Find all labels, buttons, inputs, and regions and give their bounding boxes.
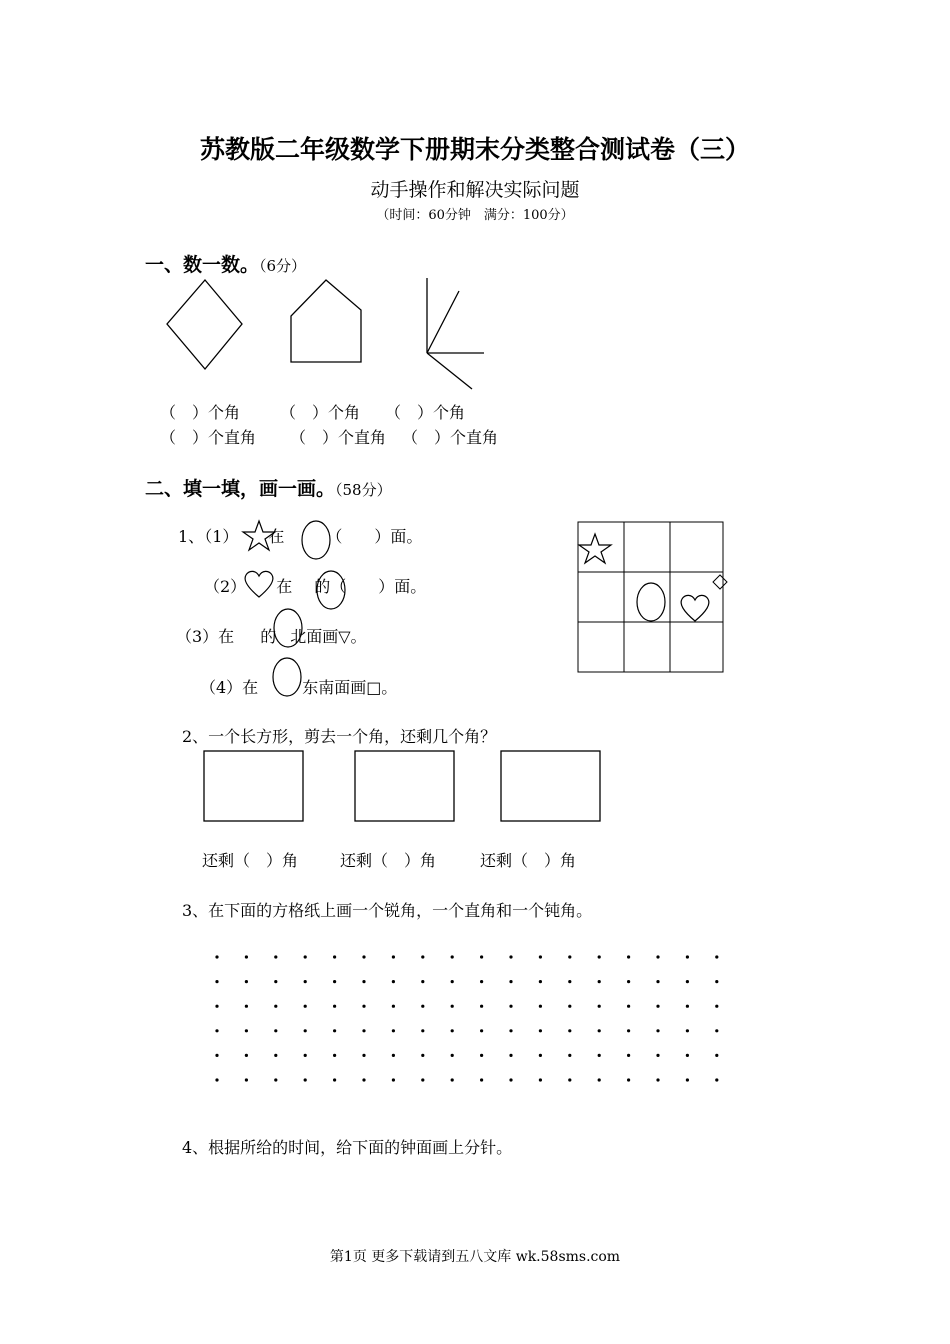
q1-line3: （3）在 的 北面画▽。 [176, 627, 367, 646]
q1-line1: 1、（1） 在 （ ）面。 [178, 527, 423, 546]
grid-dot [333, 1029, 336, 1032]
grid-dot [421, 955, 424, 958]
grid-dot [304, 1054, 307, 1057]
grid-dot [539, 1078, 542, 1081]
grid-dot [421, 1029, 424, 1032]
grid-dot [539, 955, 542, 958]
grid-dot [245, 1029, 248, 1032]
grid-dot [568, 1005, 571, 1008]
grid-dot [656, 1029, 659, 1032]
grid-dot [627, 955, 630, 958]
grid-dot [215, 1078, 218, 1081]
grid-dot [215, 1029, 218, 1032]
grid-dot [568, 1078, 571, 1081]
grid-dot [215, 955, 218, 958]
grid-dot [304, 1005, 307, 1008]
grid-dot [627, 1078, 630, 1081]
grid-dot [715, 1078, 718, 1081]
grid-dot [480, 980, 483, 983]
grid-dot [451, 1029, 454, 1032]
grid-dot [509, 955, 512, 958]
section1-title: 一、数一数。 [145, 254, 260, 276]
grid-dot [539, 1029, 542, 1032]
grid-dot [539, 980, 542, 983]
grid-dot [451, 1054, 454, 1057]
s1-row1-col2: （ ）个角 [280, 403, 361, 422]
grid-dot [215, 980, 218, 983]
grid-dot [686, 955, 689, 958]
grid-dot [509, 980, 512, 983]
page-title: 苏教版二年级数学下册期末分类整合测试卷（三） [199, 135, 750, 164]
grid-dot [568, 955, 571, 958]
grid-dot [568, 980, 571, 983]
s1-row1-col3: （ ）个角 [385, 403, 466, 422]
exam-info: （时间：60分钟 满分：100分） [376, 208, 574, 223]
grid-dot [715, 1005, 718, 1008]
grid-dot [274, 1054, 277, 1057]
grid-dot [509, 1029, 512, 1032]
grid-dot [539, 1054, 542, 1057]
page-subtitle: 动手操作和解决实际问题 [370, 179, 580, 201]
q1-line2: （2） 在 的（ ）面。 [204, 577, 427, 596]
grid-dot [451, 1005, 454, 1008]
q2-answer-2: 还剩（ ）角 [340, 851, 437, 870]
grid-dot [274, 955, 277, 958]
grid-dot [598, 980, 601, 983]
s1-row2-col2: （ ）个直角 [290, 428, 387, 447]
grid-dot [598, 1005, 601, 1008]
s1-row2-col3: （ ）个直角 [402, 428, 499, 447]
q3-question: 3、在下面的方格纸上画一个锐角，一个直角和一个钝角。 [182, 901, 593, 920]
grid-dot [274, 1005, 277, 1008]
grid-dot [656, 1078, 659, 1081]
grid-dot [656, 980, 659, 983]
grid-dot [392, 1078, 395, 1081]
grid-dot [215, 1005, 218, 1008]
grid-dot [245, 1078, 248, 1081]
grid-dot [362, 1029, 365, 1032]
q2-answer-1: 还剩（ ）角 [202, 851, 299, 870]
grid-dot [598, 1054, 601, 1057]
s1-row2-col1: （ ）个直角 [160, 428, 257, 447]
grid-dot [627, 1029, 630, 1032]
grid-dot [598, 1029, 601, 1032]
grid-dot [686, 980, 689, 983]
section2-points: （58分） [335, 481, 392, 499]
grid-dot [715, 1029, 718, 1032]
grid-dot [627, 1054, 630, 1057]
grid-dot [598, 955, 601, 958]
grid-dot [215, 1054, 218, 1057]
grid-dot [568, 1054, 571, 1057]
section2-title: 二、填一填，画一画。 [145, 478, 336, 500]
grid-dot [362, 1005, 365, 1008]
grid-dot [245, 980, 248, 983]
grid-dot [715, 980, 718, 983]
grid-dot [451, 1078, 454, 1081]
q4-question: 4、根据所给的时间，给下面的钟面画上分针。 [182, 1138, 513, 1157]
grid-dot [627, 1005, 630, 1008]
s1-row1-col1: （ ）个角 [160, 403, 241, 422]
grid-dot [333, 955, 336, 958]
grid-dot [274, 980, 277, 983]
grid-dot [598, 1078, 601, 1081]
section1-points: （6分） [259, 257, 307, 275]
grid-dot [304, 980, 307, 983]
grid-dot [245, 955, 248, 958]
grid-dot [274, 1029, 277, 1032]
grid-dot [421, 1078, 424, 1081]
grid-dot [656, 1054, 659, 1057]
grid-dot [304, 1029, 307, 1032]
grid-dot [715, 1054, 718, 1057]
grid-dot [304, 955, 307, 958]
grid-dot [245, 1005, 248, 1008]
grid-dot [568, 1029, 571, 1032]
grid-dot [362, 1078, 365, 1081]
grid-dot [421, 1054, 424, 1057]
q2-question: 2、一个长方形，剪去一个角，还剩几个角？ [182, 727, 497, 746]
grid-dot [686, 1005, 689, 1008]
grid-dot [656, 955, 659, 958]
grid-dot [627, 980, 630, 983]
grid-dot [480, 1029, 483, 1032]
grid-dot [686, 1029, 689, 1032]
grid-dot [480, 1054, 483, 1057]
grid-dot [509, 1078, 512, 1081]
grid-dot [245, 1054, 248, 1057]
grid-dot [392, 980, 395, 983]
grid-dot [392, 955, 395, 958]
grid-dot [362, 955, 365, 958]
grid-dot [715, 955, 718, 958]
grid-dot [333, 1005, 336, 1008]
grid-dot [480, 1078, 483, 1081]
grid-dot [509, 1054, 512, 1057]
q1-line4: （4）在 东南面画□。 [200, 678, 398, 697]
grid-dot [333, 1054, 336, 1057]
page-footer: 第1页 更多下载请到五八文库 wk.58sms.com [329, 1249, 621, 1265]
grid-dot [274, 1078, 277, 1081]
grid-dot [451, 980, 454, 983]
grid-dot [392, 1054, 395, 1057]
grid-dot [421, 1005, 424, 1008]
grid-dot [451, 955, 454, 958]
grid-dot [362, 1054, 365, 1057]
grid-dot [392, 1005, 395, 1008]
grid-dot [686, 1078, 689, 1081]
q2-answer-3: 还剩（ ）角 [480, 851, 577, 870]
grid-dot [480, 955, 483, 958]
grid-dot [686, 1054, 689, 1057]
grid-dot [509, 1005, 512, 1008]
grid-dot [392, 1029, 395, 1032]
grid-dot [480, 1005, 483, 1008]
grid-dot [362, 980, 365, 983]
grid-dot [539, 1005, 542, 1008]
grid-dot [304, 1078, 307, 1081]
grid-dot [656, 1005, 659, 1008]
grid-dot [421, 980, 424, 983]
grid-dot [333, 1078, 336, 1081]
grid-dot [333, 980, 336, 983]
